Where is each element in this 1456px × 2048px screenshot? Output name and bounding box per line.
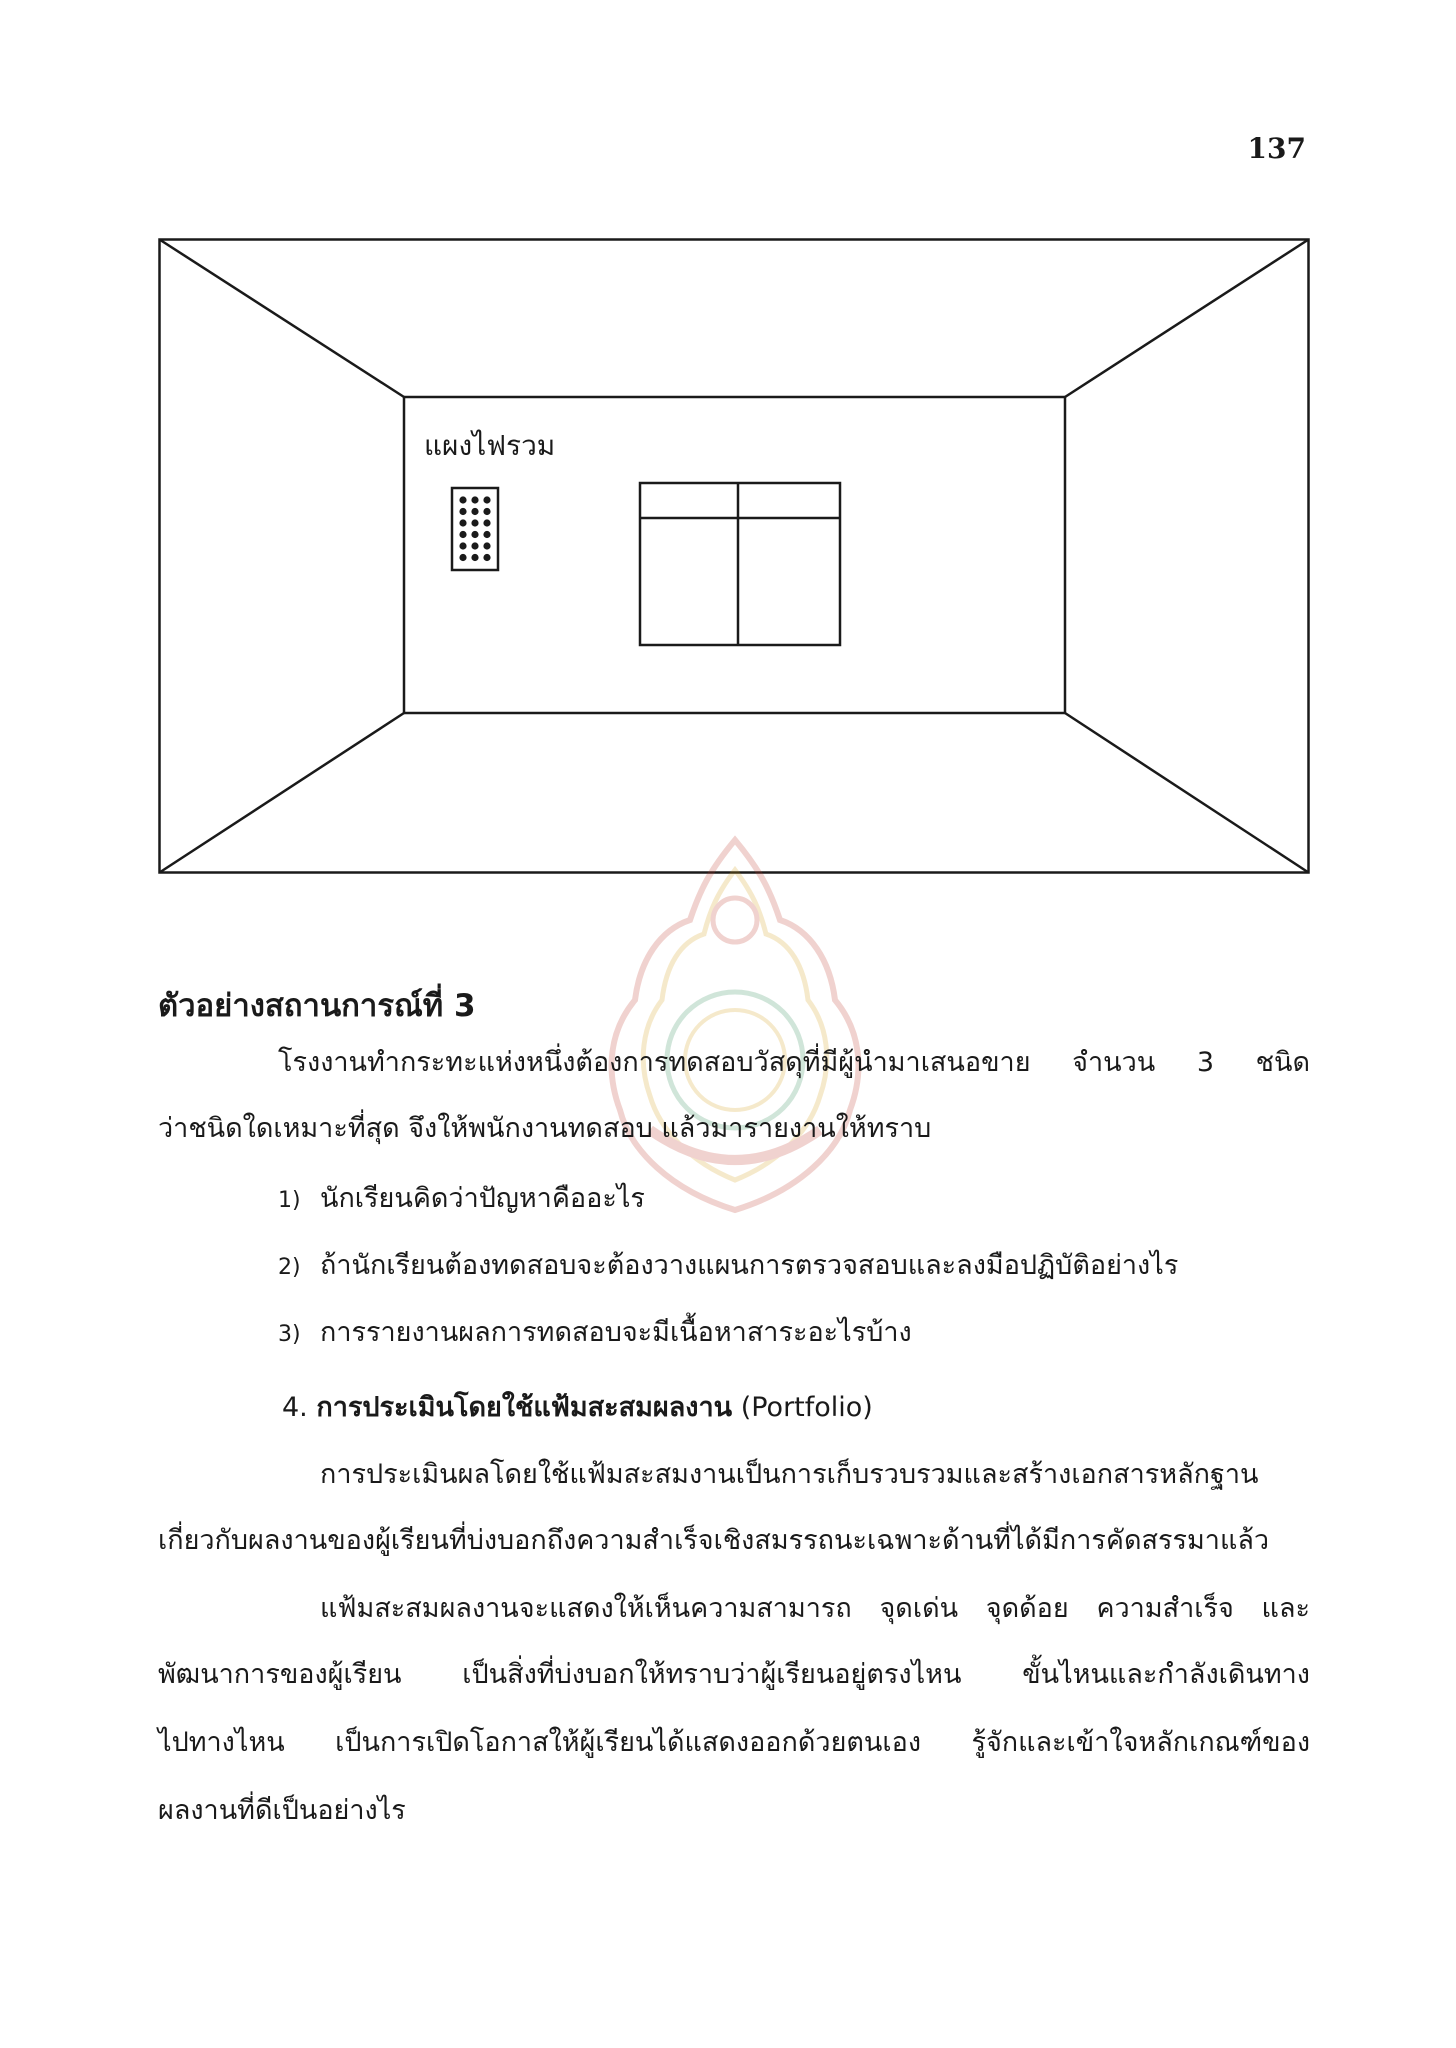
panel-dot (471, 531, 478, 538)
panel-dot (471, 508, 478, 515)
question-item-2 (278, 1243, 1178, 1286)
portfolio-heading-text: การประเมินโดยใช้แฟ้มสะสมผลงาน (316, 1392, 733, 1423)
question-number: 3) (278, 1322, 301, 1347)
portfolio-heading-number: 4. (282, 1392, 308, 1423)
room-edge-top-right (1065, 240, 1309, 398)
electrical-panel-label: แผงไฟรวม (424, 429, 556, 462)
room-edge-bottom-right (1065, 713, 1309, 873)
panel-dot (483, 496, 490, 503)
panel-dot (483, 519, 490, 526)
seal-watermark-icon (590, 830, 880, 1220)
section-heading: ตัวอย่างสถานการณ์ที่ 3 (158, 988, 476, 1024)
panel-dot (459, 554, 466, 561)
panel-dot (459, 519, 466, 526)
room-edge-top-left (160, 240, 405, 398)
question-text: การรายงานผลการทดสอบจะมีเนื้อหาสาระอะไรบ้าง (320, 1317, 912, 1348)
question-text: ถ้านักเรียนต้องทดสอบจะต้องวางแผนการตรวจสอบและลงมือปฏิบัติอย่างไร (320, 1250, 1179, 1281)
panel-dot (459, 531, 466, 538)
panel-dot (471, 542, 478, 549)
panel-dot (471, 496, 478, 503)
room-outer-frame (160, 240, 1309, 873)
panel-dots (459, 496, 490, 561)
portfolio-p2-line-1: แฟ้มสะสมผลงานจะแสดงให้เห็นความสามารถ จุดเด่น จุดด้อย ความสำเร็จ และ (320, 1593, 1310, 1624)
page-number: 137 (1247, 132, 1306, 165)
panel-dot (483, 508, 490, 515)
question-text: นักเรียนคิดว่าปัญหาคืออะไร (320, 1183, 645, 1214)
portfolio-p2-line-4: ผลงานที่ดีเป็นอย่างไร (158, 1795, 406, 1826)
panel-dot (459, 496, 466, 503)
intro-line-2: ว่าชนิดใดเหมาะที่สุด จึงให้พนักงานทดสอบ แล้วมารายงานให้ทราบ (158, 1113, 932, 1144)
portfolio-p1-line-2: เกี่ยวกับผลงานของผู้เรียนที่บ่งบอกถึงความสำเร็จเชิงสมรรถนะเฉพาะด้านที่ได้มีการคัดสรรมาแล้ว (158, 1525, 1270, 1556)
panel-dot (459, 542, 466, 549)
panel-dot (459, 508, 466, 515)
portfolio-p2-line-2: พัฒนาการของผู้เรียน เป็นสิ่งที่บ่งบอกให้ทราบว่าผู้เรียนอยู่ตรงไหน ขั้นไหนและกำลังเดินทาง (158, 1659, 1310, 1690)
panel-dot (471, 519, 478, 526)
panel-dot (483, 542, 490, 549)
portfolio-p2-line-3: ไปทางไหน เป็นการเปิดโอกาสให้ผู้เรียนได้แสดงออกด้วยตนเอง รู้จักและเข้าใจหลักเกณฑ์ของ (158, 1727, 1310, 1758)
question-item-3 (278, 1310, 912, 1353)
question-number: 1) (278, 1188, 301, 1213)
portfolio-heading-suffix: (Portfolio) (740, 1392, 873, 1423)
panel-dot (483, 554, 490, 561)
panel-dot (483, 531, 490, 538)
room-edge-bottom-left (160, 713, 405, 873)
intro-line-1: โรงงานทำกระทะแห่งหนึ่งต้องการทดสอบวัสดุที่มีผู้นำมาเสนอขาย จำนวน 3 ชนิด (278, 1047, 1310, 1078)
window-icon (640, 483, 840, 645)
portfolio-p1-line-1: การประเมินผลโดยใช้แฟ้มสะสมงานเป็นการเก็บรวบรวมและสร้างเอกสารหลักฐาน (320, 1459, 1259, 1490)
question-number: 2) (278, 1255, 301, 1280)
question-item-1 (278, 1176, 645, 1219)
panel-dot (471, 554, 478, 561)
room-diagram (158, 238, 1310, 874)
portfolio-heading (282, 1385, 873, 1428)
